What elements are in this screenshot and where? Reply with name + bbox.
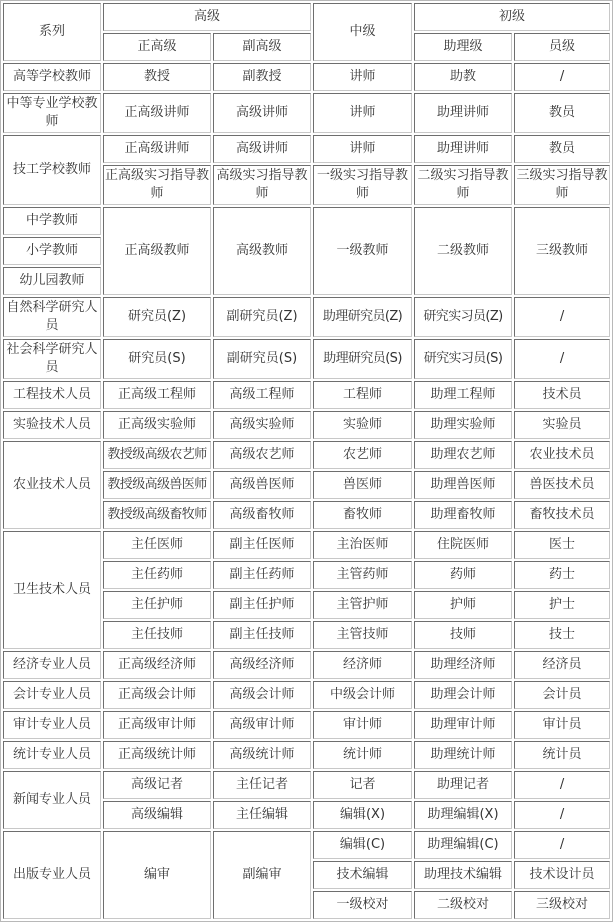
title-cell: 技师 — [414, 621, 512, 649]
header-junior: 初级 — [414, 3, 610, 31]
title-cell: 主管药师 — [313, 561, 412, 589]
title-cell: 研究实习员(Z) — [414, 297, 512, 337]
title-cell: / — [514, 63, 610, 91]
title-cell: 一级实习指导教师 — [313, 165, 412, 205]
header-senior: 高级 — [103, 3, 311, 31]
series-cell: 社会科学研究人员 — [3, 339, 101, 379]
title-cell: 中级会计师 — [313, 681, 412, 709]
title-cell: 副主任药师 — [213, 561, 311, 589]
header-full-senior: 正高级 — [103, 33, 211, 61]
title-cell: 助理会计师 — [414, 681, 512, 709]
title-cell: 教授级高级农艺师 — [103, 441, 211, 469]
title-cell: 助理工程师 — [414, 381, 512, 409]
title-cell: 二级实习指导教师 — [414, 165, 512, 205]
title-cell: 高级畜牧师 — [213, 501, 311, 529]
title-cell: 编审 — [103, 831, 211, 919]
table-row — [3, 741, 610, 769]
title-cell: 高级讲师 — [213, 135, 311, 163]
title-cell: 高级讲师 — [213, 93, 311, 133]
table-row — [3, 531, 610, 559]
title-cell: 助理编辑(X) — [414, 801, 512, 829]
title-cell: 三级教师 — [514, 207, 610, 295]
table-row — [3, 297, 610, 337]
title-cell: 正高级审计师 — [103, 711, 211, 739]
header-deputy-senior: 副高级 — [213, 33, 311, 61]
series-cell: 实验技术人员 — [3, 411, 101, 439]
title-cell: 工程师 — [313, 381, 412, 409]
title-cell: 副主任医师 — [213, 531, 311, 559]
title-cell: 正高级教师 — [103, 207, 211, 295]
table-row — [3, 681, 610, 709]
title-cell: 护师 — [414, 591, 512, 619]
title-cell: 审计师 — [313, 711, 412, 739]
title-cell: 三级校对 — [514, 891, 610, 919]
title-cell: 主任记者 — [213, 771, 311, 799]
title-cell: 医士 — [514, 531, 610, 559]
title-cell: 高级教师 — [213, 207, 311, 295]
title-cell: 农艺师 — [313, 441, 412, 469]
title-cell: 高级工程师 — [213, 381, 311, 409]
table-row — [3, 651, 610, 679]
title-cell: 高级记者 — [103, 771, 211, 799]
title-cell: 主治医师 — [313, 531, 412, 559]
title-cell: 二级校对 — [414, 891, 512, 919]
title-cell: / — [514, 339, 610, 379]
series-cell: 新闻专业人员 — [3, 771, 101, 829]
title-cell: 教员 — [514, 93, 610, 133]
table-row — [3, 831, 610, 859]
title-cell: 会计员 — [514, 681, 610, 709]
title-cell: 研究实习员(S) — [414, 339, 512, 379]
title-cell: 主任编辑 — [213, 801, 311, 829]
title-cell: 高级农艺师 — [213, 441, 311, 469]
title-cell: 高级实习指导教师 — [213, 165, 311, 205]
title-cell: 高级会计师 — [213, 681, 311, 709]
table-row — [3, 441, 610, 469]
title-cell: 副研究员(S) — [213, 339, 311, 379]
title-cell: 助理技术编辑 — [414, 861, 512, 889]
title-cell: 编辑(C) — [313, 831, 412, 859]
table-row — [3, 411, 610, 439]
title-cell: 正高级实习指导教师 — [103, 165, 211, 205]
title-cell: 主任技师 — [103, 621, 211, 649]
title-cell: 记者 — [313, 771, 412, 799]
title-cell: 助理编辑(C) — [414, 831, 512, 859]
title-cell: 研究员(S) — [103, 339, 211, 379]
title-cell: 助理研究员(S) — [313, 339, 412, 379]
title-cell: 正高级实验师 — [103, 411, 211, 439]
title-cell: 技术编辑 — [313, 861, 412, 889]
title-cell: 助教 — [414, 63, 512, 91]
series-cell: 统计专业人员 — [3, 741, 101, 769]
title-cell: 统计员 — [514, 741, 610, 769]
title-cell: 二级教师 — [414, 207, 512, 295]
title-cell: 讲师 — [313, 93, 412, 133]
title-cell: 一级教师 — [313, 207, 412, 295]
title-cell: 助理经济师 — [414, 651, 512, 679]
title-cell: 实验师 — [313, 411, 412, 439]
series-cell: 自然科学研究人员 — [3, 297, 101, 337]
series-cell: 卫生技术人员 — [3, 531, 101, 649]
title-cell: 副研究员(Z) — [213, 297, 311, 337]
title-cell: 高级实验师 — [213, 411, 311, 439]
title-cell: 高级统计师 — [213, 741, 311, 769]
title-cell: 高级经济师 — [213, 651, 311, 679]
table-row — [3, 711, 610, 739]
title-cell: 正高级讲师 — [103, 135, 211, 163]
series-cell: 农业技术人员 — [3, 441, 101, 529]
table-row — [3, 207, 610, 235]
title-cell: 副主任护师 — [213, 591, 311, 619]
title-cell: 住院医师 — [414, 531, 512, 559]
table-row — [3, 771, 610, 799]
title-cell: 技术设计员 — [514, 861, 610, 889]
title-cell: 药士 — [514, 561, 610, 589]
title-cell: 副主任技师 — [213, 621, 311, 649]
header-series: 系列 — [3, 3, 101, 61]
title-cell: 三级实习指导教师 — [514, 165, 610, 205]
title-cell: 助理讲师 — [414, 135, 512, 163]
title-cell: / — [514, 831, 610, 859]
title-cell: 研究员(Z) — [103, 297, 211, 337]
title-cell: 讲师 — [313, 135, 412, 163]
title-cell: 正高级讲师 — [103, 93, 211, 133]
title-cell: 助理研究员(Z) — [313, 297, 412, 337]
title-cell: 助理审计师 — [414, 711, 512, 739]
title-cell: 统计师 — [313, 741, 412, 769]
title-cell: 畜牧师 — [313, 501, 412, 529]
series-cell: 技工学校教师 — [3, 135, 101, 205]
title-cell: 教员 — [514, 135, 610, 163]
title-cell: 兽医技术员 — [514, 471, 610, 499]
title-cell: 高级兽医师 — [213, 471, 311, 499]
title-cell: 主任药师 — [103, 561, 211, 589]
title-cell: 高级编辑 — [103, 801, 211, 829]
title-cell: 副编审 — [213, 831, 311, 919]
header-intermediate: 中级 — [313, 3, 412, 61]
title-cell: / — [514, 801, 610, 829]
title-cell: 护士 — [514, 591, 610, 619]
title-cell: 经济师 — [313, 651, 412, 679]
table-row — [3, 135, 610, 163]
title-cell: 助理农艺师 — [414, 441, 512, 469]
title-cell: 助理讲师 — [414, 93, 512, 133]
title-cell: 畜牧技术员 — [514, 501, 610, 529]
series-cell: 经济专业人员 — [3, 651, 101, 679]
title-cell: 编辑(X) — [313, 801, 412, 829]
title-cell: 一级校对 — [313, 891, 412, 919]
table-row — [3, 93, 610, 133]
title-cell: 技士 — [514, 621, 610, 649]
title-cell: 正高级工程师 — [103, 381, 211, 409]
title-cell: 副教授 — [213, 63, 311, 91]
title-cell: 主任医师 — [103, 531, 211, 559]
series-cell: 出版专业人员 — [3, 831, 101, 919]
title-cell: 助理实验师 — [414, 411, 512, 439]
title-cell: 正高级会计师 — [103, 681, 211, 709]
title-cell: 高级审计师 — [213, 711, 311, 739]
series-cell: 工程技术人员 — [3, 381, 101, 409]
title-cell: 教授级高级畜牧师 — [103, 501, 211, 529]
title-cell: / — [514, 771, 610, 799]
header-row — [3, 3, 610, 31]
title-cell: 药师 — [414, 561, 512, 589]
series-cell: 中学教师 — [3, 207, 101, 235]
table-row — [3, 63, 610, 91]
title-cell: 助理兽医师 — [414, 471, 512, 499]
series-cell: 会计专业人员 — [3, 681, 101, 709]
title-cell: / — [514, 297, 610, 337]
title-cell: 教授 — [103, 63, 211, 91]
series-cell: 小学教师 — [3, 237, 101, 265]
title-cell: 审计员 — [514, 711, 610, 739]
title-cell: 经济员 — [514, 651, 610, 679]
title-cell: 技术员 — [514, 381, 610, 409]
series-cell: 审计专业人员 — [3, 711, 101, 739]
series-cell: 幼儿园教师 — [3, 267, 101, 295]
series-cell: 高等学校教师 — [3, 63, 101, 91]
title-cell: 助理畜牧师 — [414, 501, 512, 529]
header-assistant: 助理级 — [414, 33, 512, 61]
title-cell: 助理统计师 — [414, 741, 512, 769]
title-cell: 助理记者 — [414, 771, 512, 799]
title-cell: 主管技师 — [313, 621, 412, 649]
title-cell: 正高级统计师 — [103, 741, 211, 769]
title-cell: 农业技术员 — [514, 441, 610, 469]
title-cell: 主任护师 — [103, 591, 211, 619]
title-cell: 讲师 — [313, 63, 412, 91]
title-cell: 教授级高级兽医师 — [103, 471, 211, 499]
title-cell: 主管护师 — [313, 591, 412, 619]
title-cell: 实验员 — [514, 411, 610, 439]
table-row — [3, 381, 610, 409]
title-cell: 兽医师 — [313, 471, 412, 499]
series-cell: 中等专业学校教师 — [3, 93, 101, 133]
title-cell: 正高级经济师 — [103, 651, 211, 679]
header-clerk: 员级 — [514, 33, 610, 61]
table-row — [3, 339, 610, 379]
